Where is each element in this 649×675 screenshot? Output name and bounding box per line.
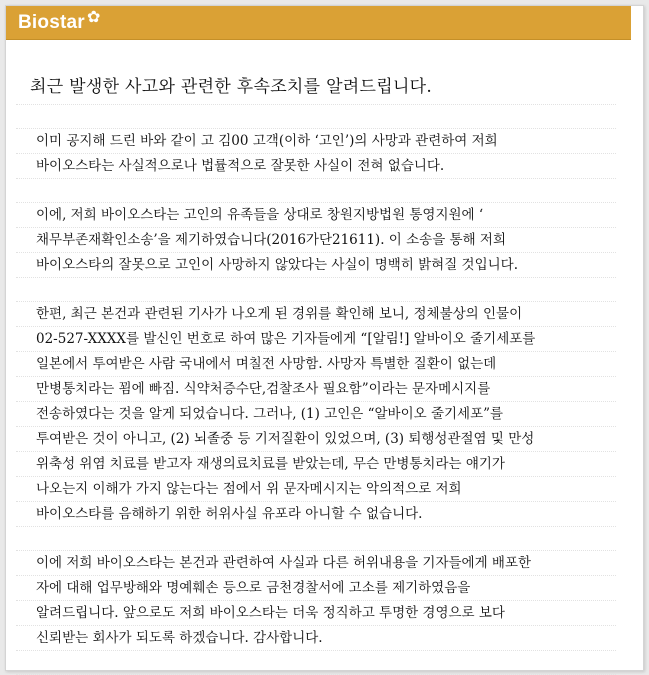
paragraph-line: 한편, 최근 본건과 관련된 기사가 나오게 된 경위를 확인해 보니, 정체불상의 인물이 — [16, 302, 616, 327]
spacer — [16, 278, 616, 302]
article-body — [16, 70, 616, 675]
paragraph-3 — [16, 302, 616, 527]
paragraph-line: 자에 대해 업무방해와 명예훼손 등으로 금천경찰서에 고소를 제기하였음을 — [16, 576, 616, 601]
paragraph-line: 바이오스타는 사실적으로나 법률적으로 잘못한 사실이 전혀 없습니다. — [16, 154, 616, 179]
paragraph-line: 나오는지 이해가 가지 않는다는 점에서 위 문자메시지는 악의적으로 저희 — [16, 477, 616, 502]
paragraph-line: 바이오스타를 음해하기 위한 허위사실 유포라 아니할 수 없습니다. — [16, 502, 616, 527]
paragraph-line: 이에, 저희 바이오스타는 고인의 유족들을 상대로 창원지방법원 통영지원에 ‘ — [16, 203, 616, 228]
paragraph-line: 전송하였다는 것을 알게 되었습니다. 그러나, (1) 고인은 “알바이오 줄기세포”를 — [16, 402, 616, 427]
flower-icon: ✿ — [87, 7, 101, 26]
spacer — [16, 527, 616, 551]
paragraph-line: 이미 공지해 드린 바와 같이 고 김00 고객(이하 ‘고인’)의 사망과 관련하여 저희 — [16, 129, 616, 154]
paragraph-4 — [16, 551, 616, 651]
paragraph-line: 신뢰받는 회사가 되도록 하겠습니다. 감사합니다. — [16, 626, 616, 651]
paragraph-line: 채무부존재확인소송’을 제기하였습니다(2016가단21611). 이 소송을 통해 저희 — [16, 228, 616, 253]
spacer — [16, 105, 616, 129]
paragraph-line: 알려드립니다. 앞으로도 저희 바이오스타는 더욱 정직하고 투명한 경영으로 보다 — [16, 601, 616, 626]
paragraph-1 — [16, 129, 616, 179]
article-title: 최근 발생한 사고와 관련한 후속조치를 알려드립니다. — [16, 70, 616, 105]
spacer — [16, 179, 616, 203]
paragraph-line: 만병통치라는 꾐에 빠짐. 식약처증수단,검찰조사 필요함”이라는 문자메시지를 — [16, 377, 616, 402]
brand-logo[interactable]: Biostar — [18, 12, 85, 33]
paragraph-line: 이에 저희 바이오스타는 본건과 관련하여 사실과 다른 허위내용을 기자들에게 배포한 — [16, 551, 616, 576]
paragraph-line: 투여받은 것이 아니고, (2) 뇌졸중 등 기저질환이 있었으며, (3) 퇴행성관절염 및 만성 — [16, 427, 616, 452]
paragraph-line: 02-527-XXXX를 발신인 번호로 하여 많은 기자들에게 “[알림!] 알바이오 줄기세포를 — [16, 327, 616, 352]
header-bar — [6, 6, 631, 40]
paragraph-line: 위축성 위염 치료를 받고자 재생의료치료를 받았는데, 무슨 만병통치라는 얘기가 — [16, 452, 616, 477]
paragraph-line: 바이오스타의 잘못으로 고인이 사망하지 않았다는 사실이 명백히 밝혀질 것입니다. — [16, 253, 616, 278]
paragraph-line: 일본에서 투여받은 사람 국내에서 며칠전 사망함. 사망자 특별한 질환이 없는데 — [16, 352, 616, 377]
spacer — [16, 651, 616, 675]
paragraph-2 — [16, 203, 616, 278]
